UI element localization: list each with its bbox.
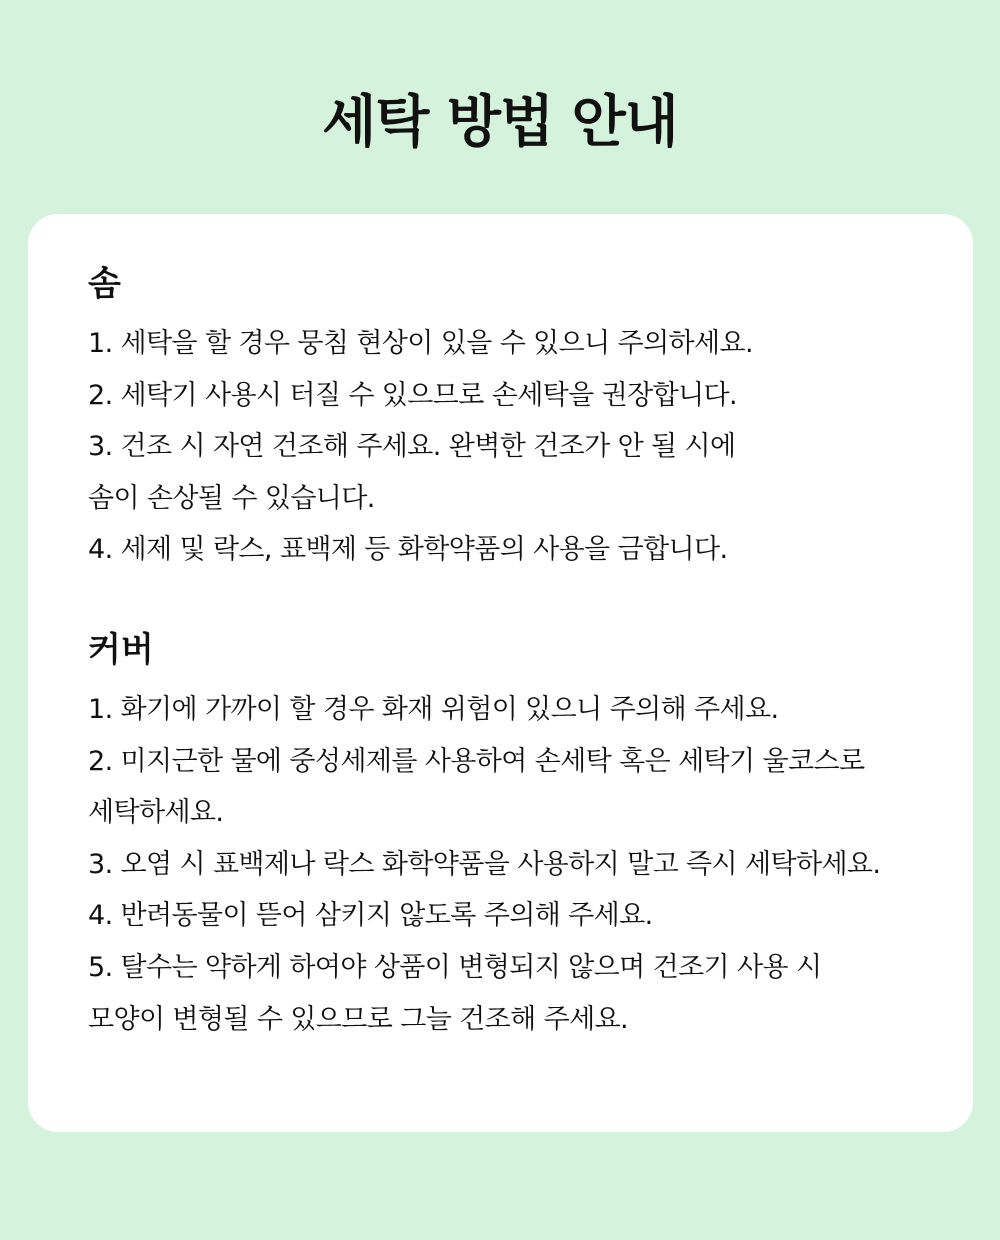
instructions-card (28, 214, 973, 1132)
instruction-list-cover (88, 684, 948, 1045)
section-filling (88, 262, 948, 576)
instruction-line: 2. 미지근한 물에 중성세제를 사용하여 손세탁 혹은 세탁기 울코스로 (88, 745, 865, 777)
instruction-line: 1. 세탁을 할 경우 뭉침 현상이 있을 수 있으니 주의하세요. (88, 328, 753, 359)
instruction-line: 2. 세탁기 사용시 터질 수 있으므로 손세탁을 권장합니다. (88, 379, 738, 411)
instruction-line: 4. 반려동물이 뜯어 삼키지 않도록 주의해 주세요. (88, 900, 653, 932)
section-cover (88, 628, 948, 1045)
instruction-line: 5. 탈수는 약하게 하여야 상품이 변형되지 않으며 건조기 사용 시 (88, 951, 822, 983)
instruction-list-filling (88, 318, 948, 576)
instruction-line: 1. 화기에 가까이 할 경우 화재 위험이 있으니 주의해 주세요. (88, 694, 779, 725)
section-heading-filling: 솜 (88, 264, 121, 304)
instruction-line: 3. 오염 시 표백제나 락스 화학약품을 사용하지 말고 즉시 세탁하세요. (88, 848, 881, 880)
instruction-line: 4. 세제 및 락스, 표백제 등 화학약품의 사용을 금합니다. (88, 534, 728, 566)
instruction-line: 솜이 손상될 수 있습니다. (88, 482, 375, 514)
instruction-line: 모양이 변형될 수 있으므로 그늘 건조해 주세요. (88, 1003, 629, 1035)
instruction-line: 3. 건조 시 자연 건조해 주세요. 완벽한 건조가 안 될 시에 (88, 431, 736, 463)
page-title: 세탁 방법 안내 (322, 90, 678, 155)
section-heading-cover: 커버 (88, 630, 154, 670)
instruction-line: 세탁하세요. (88, 797, 224, 829)
